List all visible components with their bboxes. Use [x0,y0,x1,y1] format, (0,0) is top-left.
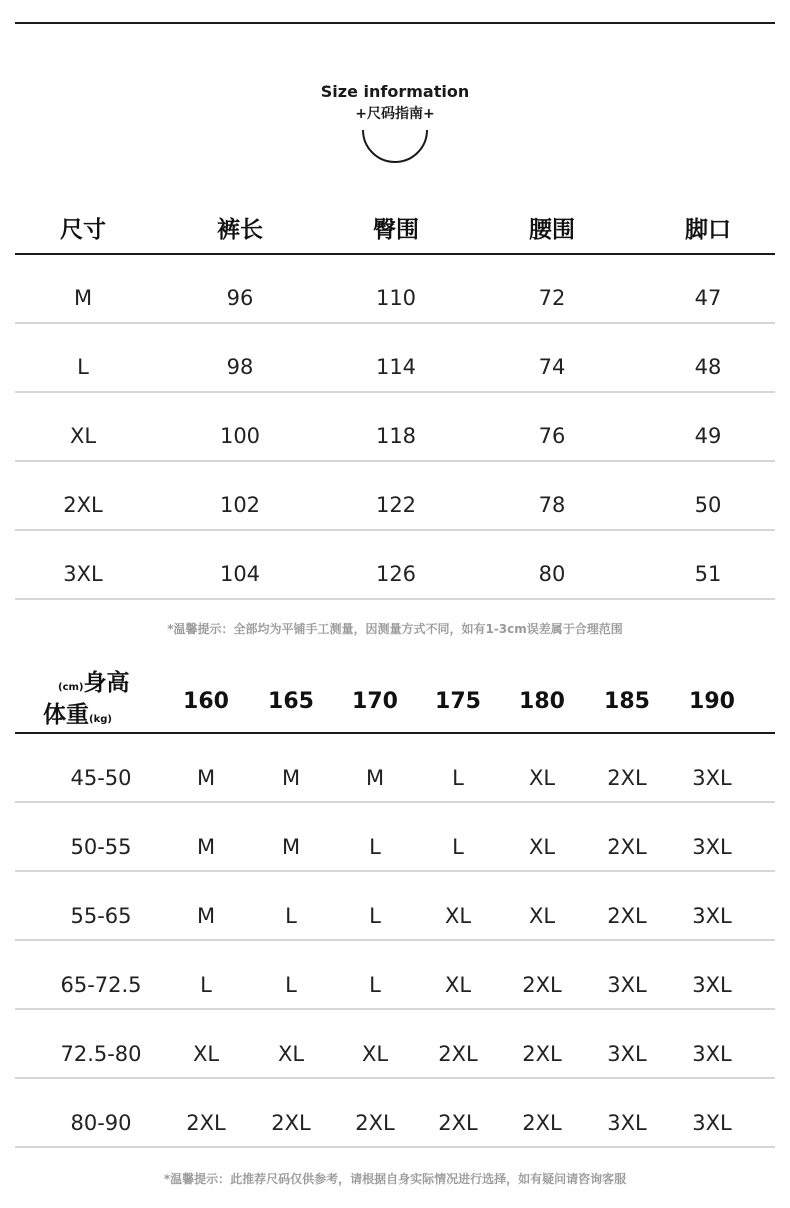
size-table-cell: 96 [226,286,254,310]
size-table-cell: 126 [375,562,417,586]
recommended-size-cell: 2XL [438,1042,478,1066]
weight-range-cell: 72.5-80 [60,1042,142,1066]
recommended-size-cell: XL [277,1042,305,1066]
recommended-size-cell: 3XL [692,835,732,859]
recommended-size-cell: XL [192,1042,220,1066]
measurement-note: *温馨提示：全部均为平铺手工测量，因测量方式不同，如有1-3cm误差属于合理范围 [167,622,623,636]
weight-label: 体重 [43,702,89,728]
recommended-size-cell: L [369,973,381,997]
recommended-size-cell: 3XL [692,973,732,997]
recommended-size-cell: L [200,973,212,997]
recommended-size-cell: L [452,835,464,859]
height-header-cell: 165 [268,689,314,714]
recommended-size-cell: XL [528,766,556,790]
size-table-cell: 118 [375,424,417,448]
recommend-table-body [15,734,775,1148]
size-table-row [15,324,775,393]
decorative-arc [361,128,429,168]
recommended-size-cell: L [285,904,297,928]
recommended-size-cell: XL [444,973,472,997]
height-header-cell: 160 [183,689,229,714]
size-table-header-cell: 脚口 [685,217,731,243]
recommended-size-cell: 3XL [692,1111,732,1135]
size-table-cell: 51 [694,562,722,586]
recommended-size-cell: 2XL [607,835,647,859]
recommended-size-cell: M [281,835,301,859]
size-table-cell: 72 [538,286,566,310]
recommended-size-cell: XL [528,904,556,928]
recommended-size-cell: 3XL [692,904,732,928]
recommend-table-row [15,1010,775,1079]
size-table-cell: 98 [226,355,254,379]
size-table-cell: 78 [538,493,566,517]
recommended-size-cell: 2XL [355,1111,395,1135]
recommended-size-cell: 3XL [607,973,647,997]
height-header-cell: 175 [435,689,481,714]
size-table-body [15,255,775,600]
size-table-cell: 48 [694,355,722,379]
recommended-size-cell: M [365,766,385,790]
recommended-size-cell: 2XL [522,973,562,997]
recommended-size-cell: 2XL [186,1111,226,1135]
recommended-size-cell: M [281,766,301,790]
size-table-cell: 2XL [63,493,103,517]
size-table-header [15,206,775,254]
size-table-cell: 122 [375,493,417,517]
recommended-size-cell: XL [528,835,556,859]
size-table-header-cell: 腰围 [529,217,575,243]
recommend-table-row [15,734,775,803]
recommended-size-cell: 3XL [607,1042,647,1066]
size-table-row [15,531,775,600]
weight-range-cell: 50-55 [70,835,132,859]
size-table-row [15,462,775,531]
size-table-header-cell: 裤长 [217,217,263,243]
recommended-size-cell: L [285,973,297,997]
size-table-cell: 49 [694,424,722,448]
size-table-cell: 110 [375,286,417,310]
weight-range-cell: 80-90 [70,1111,132,1135]
size-table-cell: 47 [694,286,722,310]
title-chinese: +尺码指南+ [355,106,435,122]
recommended-size-cell: L [369,835,381,859]
size-table-cell: XL [69,424,97,448]
height-header-cell: 185 [604,689,650,714]
recommended-size-cell: 3XL [692,766,732,790]
recommended-size-cell: 2XL [271,1111,311,1135]
title-block [0,82,790,123]
size-table-cell: 102 [219,493,261,517]
size-table-header-cell: 尺寸 [60,217,106,243]
weight-range-cell: 45-50 [70,766,132,790]
height-header-cell: 170 [352,689,398,714]
size-table-cell: L [77,355,89,379]
recommended-size-cell: M [196,904,216,928]
recommend-table-header [15,666,775,732]
recommend-table-row [15,941,775,1010]
size-table-cell: 76 [538,424,566,448]
recommended-size-cell: XL [361,1042,389,1066]
recommended-size-cell: 3XL [607,1111,647,1135]
height-header-cell: 190 [689,689,735,714]
recommended-size-cell: L [369,904,381,928]
height-header-cell: 180 [519,689,565,714]
size-table-header-cell: 臀围 [373,217,419,243]
recommend-table-row [15,872,775,941]
recommend-table-row [15,1079,775,1148]
recommendation-note: *温馨提示：此推荐尺码仅供参考，请根据自身实际情况进行选择，如有疑问请咨询客服 [163,1172,627,1186]
title-english: Size information [320,82,470,101]
recommended-size-cell: 2XL [522,1111,562,1135]
size-table-cell: 104 [219,562,261,586]
weight-range-cell: 55-65 [70,904,132,928]
recommended-size-cell: 2XL [522,1042,562,1066]
height-weight-corner-label [43,666,153,732]
size-table-row [15,255,775,324]
height-label: 身高 [83,670,130,696]
recommended-size-cell: M [196,835,216,859]
size-table-cell: 74 [538,355,566,379]
recommended-size-cell: M [196,766,216,790]
height-unit: (cm) [58,682,84,693]
recommended-size-cell: 3XL [692,1042,732,1066]
recommended-size-cell: 2XL [607,766,647,790]
size-table-cell: 50 [694,493,722,517]
weight-unit: (kg) [89,714,112,725]
weight-range-cell: 65-72.5 [60,973,142,997]
size-table-row [15,393,775,462]
size-table-cell: 100 [219,424,261,448]
recommend-table-row [15,803,775,872]
top-divider [15,22,775,24]
recommended-size-cell: 2XL [607,904,647,928]
recommended-size-cell: L [452,766,464,790]
recommended-size-cell: XL [444,904,472,928]
size-table-cell: 3XL [63,562,103,586]
size-table-cell: M [73,286,93,310]
size-table-cell: 114 [375,355,417,379]
recommended-size-cell: 2XL [438,1111,478,1135]
size-table-cell: 80 [538,562,566,586]
